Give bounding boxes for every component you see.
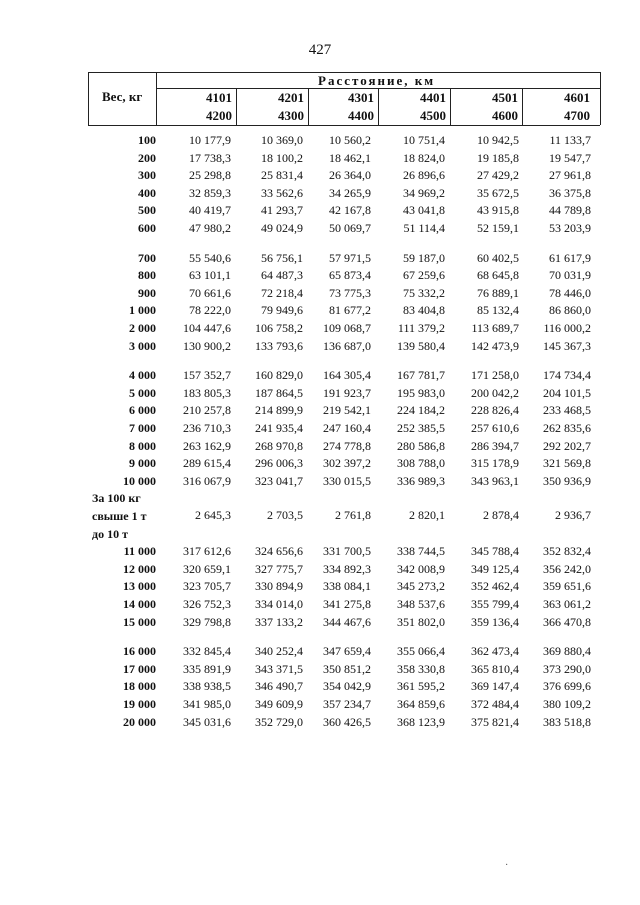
table-cell: 49 024,9 (261, 221, 303, 235)
table-cell: 86 860,0 (549, 303, 591, 318)
table-cell: 187 864,5 (255, 385, 303, 400)
table-cell: 252 385,5 (397, 421, 445, 435)
distance-range-header (172, 89, 232, 125)
table-cell: 228 826,4 (471, 403, 519, 418)
header-bottom-rule (88, 125, 600, 126)
table-cell: 296 006,3 (255, 456, 303, 471)
table-cell: 320 659,1 (183, 561, 231, 576)
table-cell: 330 015,5 (323, 473, 371, 488)
table-cell: 365 810,4 (471, 661, 519, 676)
range-from: 4501 (492, 90, 518, 105)
table-cell: 142 473,9 (471, 338, 519, 353)
table-cell: 106 758,2 (255, 321, 303, 335)
row-weight-label: 400 (138, 185, 156, 200)
table-cell: 27 961,8 (549, 168, 591, 183)
table-cell: 345 788,4 (471, 544, 519, 559)
row-weight-label: 20 000 (123, 714, 156, 729)
table-cell: 61 617,9 (549, 250, 591, 265)
table-cell: 356 242,0 (543, 561, 591, 576)
row-label-line: свыше 1 т (92, 509, 147, 523)
table-cell: 224 184,2 (397, 403, 445, 418)
table-cell: 75 332,2 (403, 285, 445, 300)
table-cell: 321 569,8 (543, 456, 591, 471)
table-cell: 53 203,9 (549, 221, 591, 235)
row-weight-label: 13 000 (123, 579, 156, 594)
table-cell: 210 257,8 (183, 403, 231, 418)
table-cell: 2 703,5 (267, 508, 303, 523)
table-cell: 2 936,7 (555, 508, 591, 523)
table-cell: 55 540,6 (189, 250, 231, 265)
column-separator (450, 88, 451, 125)
header-right-rule (600, 72, 601, 125)
table-cell: 350 851,2 (323, 661, 371, 676)
distance-range-header (244, 89, 304, 125)
table-cell: 83 404,8 (403, 303, 445, 318)
table-cell: 361 595,2 (397, 679, 445, 694)
row-weight-label: 9 000 (129, 456, 156, 471)
table-cell: 343 963,1 (471, 473, 519, 488)
distance-range-header (530, 89, 590, 125)
page-number: 427 (308, 42, 332, 58)
table-cell: 34 969,2 (403, 185, 445, 200)
table-cell: 59 187,0 (403, 250, 445, 265)
table-cell: 43 915,8 (477, 203, 519, 218)
table-cell: 219 542,1 (323, 403, 371, 418)
table-cell: 344 467,6 (323, 614, 371, 629)
table-cell: 334 892,3 (323, 561, 371, 576)
table-cell: 2 761,8 (335, 508, 371, 523)
table-cell: 111 379,2 (397, 321, 445, 335)
table-cell: 183 805,3 (183, 385, 231, 400)
table-cell: 73 775,3 (329, 285, 371, 300)
table-cell: 383 518,8 (543, 714, 591, 729)
table-cell: 70 031,9 (549, 268, 591, 283)
table-cell: 2 645,3 (195, 508, 231, 523)
table-cell: 380 109,2 (543, 697, 591, 711)
table-cell: 204 101,5 (543, 385, 591, 400)
table-cell: 233 468,5 (543, 403, 591, 418)
table-cell: 19 185,8 (477, 150, 519, 165)
table-cell: 368 123,9 (397, 714, 445, 729)
row-weight-label: 16 000 (123, 644, 156, 659)
table-cell: 280 586,8 (397, 438, 445, 453)
table-cell: 44 789,8 (549, 203, 591, 218)
table-cell: 70 661,6 (189, 285, 231, 300)
row-weight-label: 500 (138, 203, 156, 218)
row-weight-label: 1 000 (129, 303, 156, 318)
range-to: 4500 (420, 108, 446, 123)
table-cell: 26 364,0 (329, 168, 371, 183)
range-from: 4101 (206, 90, 232, 105)
table-cell: 214 899,9 (255, 403, 303, 418)
row-weight-label: 300 (138, 168, 156, 183)
table-cell: 64 487,3 (261, 268, 303, 283)
table-cell: 130 900,2 (183, 338, 231, 353)
table-cell: 257 610,6 (471, 421, 519, 435)
table-cell: 330 894,9 (255, 579, 303, 594)
row-weight-label: 8 000 (129, 438, 156, 453)
table-cell: 36 375,8 (549, 185, 591, 200)
table-cell: 35 672,5 (477, 185, 519, 200)
table-cell: 369 880,4 (543, 644, 591, 659)
table-cell: 334 014,0 (255, 597, 303, 611)
row-weight-label: 7 000 (129, 421, 156, 435)
row-weight-label: 2 000 (129, 321, 156, 335)
table-cell: 268 970,8 (255, 438, 303, 453)
table-cell: 171 258,0 (471, 368, 519, 383)
table-cell: 34 265,9 (329, 185, 371, 200)
table-cell: 376 699,6 (543, 679, 591, 694)
table-cell: 351 802,0 (397, 614, 445, 629)
table-cell: 236 710,3 (183, 421, 231, 435)
table-cell: 76 889,1 (477, 285, 519, 300)
table-cell: 262 835,6 (543, 421, 591, 435)
table-cell: 51 114,4 (403, 221, 445, 235)
distance-header: Расстояние, км (318, 73, 436, 88)
table-cell: 78 446,0 (549, 285, 591, 300)
table-cell: 10 751,4 (403, 133, 445, 147)
table-cell: 19 547,7 (549, 150, 591, 165)
table-cell: 109 068,7 (323, 321, 371, 335)
table-cell: 67 259,6 (403, 268, 445, 283)
table-cell: 366 470,8 (543, 614, 591, 629)
table-cell: 11 133,7 (549, 133, 591, 147)
table-cell: 43 041,8 (403, 203, 445, 218)
table-cell: 331 700,5 (323, 544, 371, 559)
table-cell: 349 125,4 (471, 561, 519, 576)
table-cell: 104 447,6 (183, 321, 231, 335)
table-cell: 2 820,1 (409, 508, 445, 523)
table-cell: 338 744,5 (397, 544, 445, 559)
row-weight-label: 18 000 (123, 679, 156, 694)
table-cell: 195 983,0 (397, 385, 445, 400)
table-cell: 323 041,7 (255, 473, 303, 488)
table-cell: 57 971,5 (329, 250, 371, 265)
table-cell: 139 580,4 (397, 338, 445, 353)
table-cell: 343 371,5 (255, 661, 303, 676)
table-cell: 317 612,6 (183, 544, 231, 559)
row-label-line: За 100 кг (92, 491, 141, 506)
table-cell: 191 923,7 (323, 385, 371, 400)
table-cell: 157 352,7 (183, 368, 231, 383)
table-cell: 336 989,3 (397, 473, 445, 488)
table-cell: 25 831,4 (261, 168, 303, 183)
table-cell: 289 615,4 (183, 456, 231, 471)
table-cell: 359 136,4 (471, 614, 519, 629)
table-cell: 362 473,4 (471, 644, 519, 659)
table-cell: 274 778,8 (323, 438, 371, 453)
table-cell: 18 462,1 (329, 150, 371, 165)
row-weight-label: 15 000 (123, 614, 156, 629)
row-weight-label: 11 000 (123, 544, 156, 559)
range-to: 4600 (492, 108, 518, 123)
table-cell: 326 752,3 (183, 597, 231, 611)
table-cell: 350 936,9 (543, 473, 591, 488)
table-cell: 292 202,7 (543, 438, 591, 453)
row-weight-label: 14 000 (123, 597, 156, 611)
column-separator (522, 88, 523, 125)
table-cell: 327 775,7 (255, 561, 303, 576)
table-cell: 65 873,4 (329, 268, 371, 283)
range-to: 4700 (564, 108, 590, 123)
range-to: 4200 (206, 108, 232, 123)
table-cell: 335 891,9 (183, 661, 231, 676)
table-cell: 10 560,2 (329, 133, 371, 147)
table-cell: 113 689,7 (471, 321, 519, 335)
weight-column-header: Вес, кг (102, 89, 143, 104)
table-cell: 329 798,8 (183, 614, 231, 629)
scan-speck: · (505, 860, 509, 871)
table-cell: 116 000,2 (543, 321, 591, 335)
table-cell: 337 133,2 (255, 614, 303, 629)
table-cell: 18 100,2 (261, 150, 303, 165)
row-label-line: до 10 т (92, 526, 128, 541)
table-cell: 342 008,9 (397, 561, 445, 576)
table-cell: 308 788,0 (397, 456, 445, 471)
table-cell: 372 484,4 (471, 697, 519, 711)
table-cell: 263 162,9 (183, 438, 231, 453)
row-weight-label: 3 000 (129, 338, 156, 353)
range-from: 4601 (564, 90, 590, 105)
column-separator (308, 88, 309, 125)
table-cell: 47 980,2 (189, 221, 231, 235)
table-cell: 373 290,0 (543, 661, 591, 676)
table-cell: 200 042,2 (471, 385, 519, 400)
table-cell: 348 537,6 (397, 597, 445, 611)
table-cell: 25 298,8 (189, 168, 231, 183)
column-separator (378, 88, 379, 125)
distance-range-header (458, 89, 518, 125)
table-cell: 316 067,9 (183, 473, 231, 488)
table-cell: 10 369,0 (261, 133, 303, 147)
table-cell: 160 829,0 (255, 368, 303, 383)
row-weight-label: 200 (138, 150, 156, 165)
table-cell: 341 275,8 (323, 597, 371, 611)
range-from: 4201 (278, 90, 304, 105)
table-cell: 68 645,8 (477, 268, 519, 283)
table-cell: 323 705,7 (183, 579, 231, 594)
table-cell: 41 293,7 (261, 203, 303, 218)
table-cell: 338 084,1 (323, 579, 371, 594)
row-weight-label: 17 000 (123, 661, 156, 676)
table-cell: 341 985,0 (183, 697, 231, 711)
table-cell: 81 677,2 (329, 303, 371, 318)
table-cell: 72 218,4 (261, 285, 303, 300)
table-cell: 369 147,4 (471, 679, 519, 694)
table-cell: 346 490,7 (255, 679, 303, 694)
table-cell: 42 167,8 (329, 203, 371, 218)
table-cell: 352 832,4 (543, 544, 591, 559)
table-cell: 133 793,6 (255, 338, 303, 353)
table-cell: 2 878,4 (483, 508, 519, 523)
table-cell: 355 066,4 (397, 644, 445, 659)
row-weight-label: 700 (138, 250, 156, 265)
row-weight-label: 600 (138, 221, 156, 235)
table-cell: 26 896,6 (403, 168, 445, 183)
table-cell: 136 687,0 (323, 338, 371, 353)
row-weight-label: 900 (138, 285, 156, 300)
table-cell: 347 659,4 (323, 644, 371, 659)
distance-range-header (386, 89, 446, 125)
table-cell: 302 397,2 (323, 456, 371, 471)
table-cell: 355 799,4 (471, 597, 519, 611)
column-separator (236, 88, 237, 125)
table-cell: 78 222,0 (189, 303, 231, 318)
row-weight-label: 100 (138, 133, 156, 147)
table-cell: 27 429,2 (477, 168, 519, 183)
row-weight-label: 800 (138, 268, 156, 283)
range-from: 4301 (348, 90, 374, 105)
range-from: 4401 (420, 90, 446, 105)
table-cell: 56 756,1 (261, 250, 303, 265)
row-weight-label: 19 000 (123, 697, 156, 711)
table-cell: 324 656,6 (255, 544, 303, 559)
table-cell: 167 781,7 (397, 368, 445, 383)
table-cell: 17 738,3 (189, 150, 231, 165)
row-weight-label: 6 000 (129, 403, 156, 418)
table-cell: 33 562,6 (261, 185, 303, 200)
table-cell: 145 367,3 (543, 338, 591, 353)
table-cell: 352 729,0 (255, 714, 303, 729)
table-cell: 10 942,5 (477, 133, 519, 147)
table-cell: 332 845,4 (183, 644, 231, 659)
header-weight-sep (156, 72, 157, 125)
table-cell: 345 031,6 (183, 714, 231, 729)
table-cell: 375 821,4 (471, 714, 519, 729)
table-cell: 63 101,1 (189, 268, 231, 283)
table-cell: 174 734,4 (543, 368, 591, 383)
table-cell: 60 402,5 (477, 250, 519, 265)
range-to: 4400 (348, 108, 374, 123)
header-left-rule (88, 72, 89, 125)
row-weight-label: 12 000 (123, 561, 156, 576)
distance-range-header (314, 89, 374, 125)
table-cell: 349 609,9 (255, 697, 303, 711)
table-cell: 164 305,4 (323, 368, 371, 383)
table-cell: 79 949,6 (261, 303, 303, 318)
table-cell: 360 426,5 (323, 714, 371, 729)
table-cell: 352 462,4 (471, 579, 519, 594)
table-cell: 40 419,7 (189, 203, 231, 218)
table-cell: 315 178,9 (471, 456, 519, 471)
table-cell: 338 938,5 (183, 679, 231, 694)
table-cell: 85 132,4 (477, 303, 519, 318)
table-cell: 241 935,4 (255, 421, 303, 435)
table-cell: 357 234,7 (323, 697, 371, 711)
table-cell: 363 061,2 (543, 597, 591, 611)
table-cell: 10 177,9 (189, 133, 231, 147)
table-cell: 364 859,6 (397, 697, 445, 711)
table-cell: 52 159,1 (477, 221, 519, 235)
range-to: 4300 (278, 108, 304, 123)
table-cell: 247 160,4 (323, 421, 371, 435)
table-cell: 340 252,4 (255, 644, 303, 659)
row-weight-label: 10 000 (123, 473, 156, 488)
row-weight-label: 4 000 (129, 368, 156, 383)
table-cell: 345 273,2 (397, 579, 445, 594)
table-cell: 18 824,0 (403, 150, 445, 165)
table-cell: 50 069,7 (329, 221, 371, 235)
table-cell: 354 042,9 (323, 679, 371, 694)
table-cell: 359 651,6 (543, 579, 591, 594)
table-cell: 286 394,7 (471, 438, 519, 453)
table-cell: 32 859,3 (189, 185, 231, 200)
table-cell: 358 330,8 (397, 661, 445, 676)
row-weight-label: 5 000 (129, 385, 156, 400)
